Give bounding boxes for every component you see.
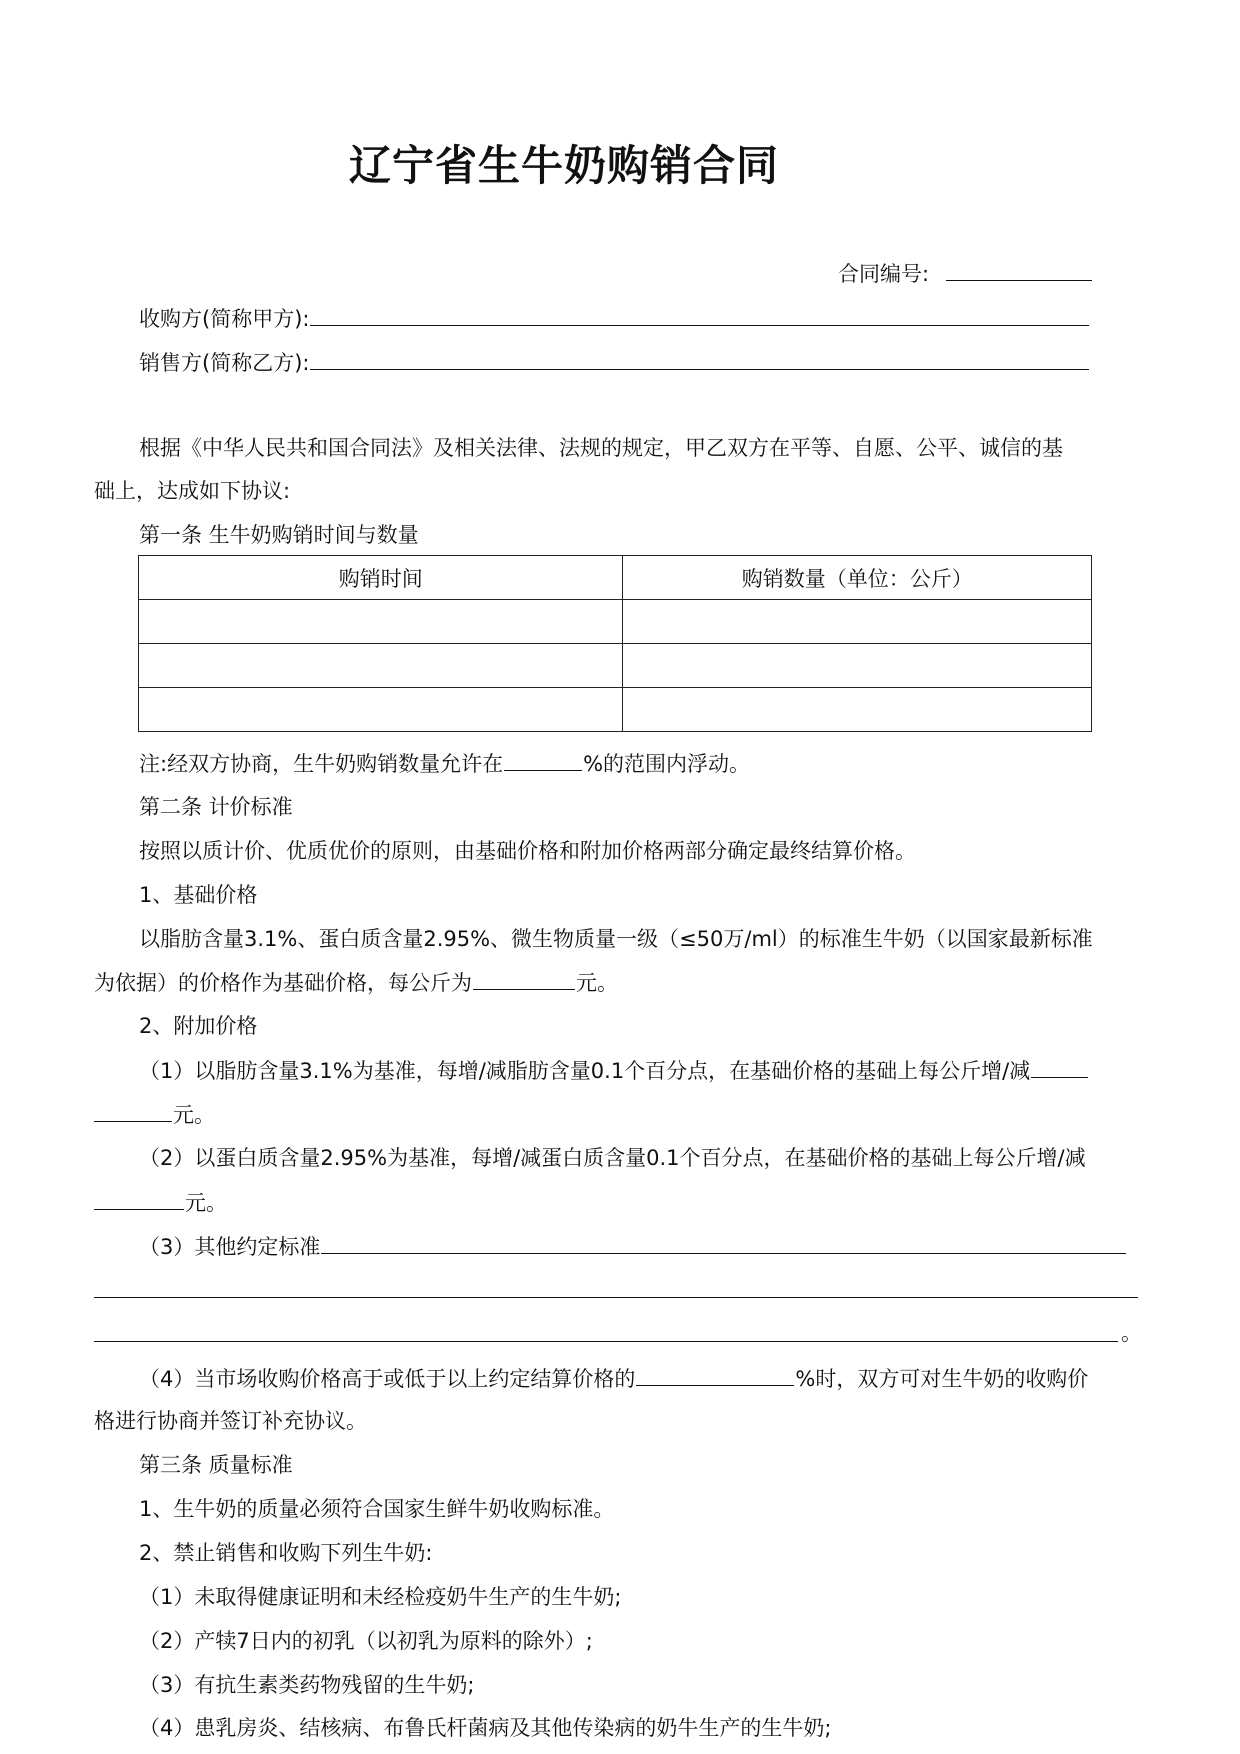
float-note-suffix: %的范围内浮动。 — [583, 752, 751, 776]
article-3-title: 第三条 质量标准 — [139, 1453, 293, 1477]
seller-field[interactable] — [310, 347, 1089, 370]
document-title: 辽宁省生牛奶购销合同 — [349, 141, 780, 190]
base-price-field[interactable] — [473, 967, 575, 990]
table-cell-time[interactable] — [139, 644, 623, 688]
purchase-quantity-table — [138, 555, 1092, 732]
other-standard-line-3[interactable] — [94, 1341, 1118, 1342]
market-price-prefix: （4）当市场收购价格高于或低于以上约定结算价格的 — [139, 1367, 636, 1391]
article-1-title: 第一条 生牛奶购销时间与数量 — [139, 523, 419, 547]
table-row — [139, 644, 1092, 688]
extra-price-fat-text: （1）以脂肪含量3.1%为基准，每增/减脂肪含量0.1个百分点，在基础价格的基础上每公斤增/减 — [139, 1059, 1031, 1083]
header-purchase-quantity: 购销数量（单位：公斤） — [623, 556, 1092, 600]
buyer-field[interactable] — [310, 303, 1089, 326]
base-price-prefix: 为依据）的价格作为基础价格，每公斤为 — [94, 971, 472, 995]
market-price-line-1 — [139, 1363, 1088, 1394]
intro-line-1: 根据《中华人民共和国合同法》及相关法律、法规的规定，甲乙双方在平等、自愿、公平、诚信的基 — [139, 436, 1063, 460]
header-purchase-time: 购销时间 — [139, 556, 623, 600]
extra-price-fat-field-a[interactable] — [1031, 1055, 1088, 1078]
seller-row — [139, 347, 1090, 378]
float-note-prefix: 注:经双方协商，生牛奶购销数量允许在 — [139, 752, 504, 776]
list-item: （1）未取得健康证明和未经检疫奶牛生产的生牛奶; — [139, 1585, 622, 1609]
table-row — [139, 688, 1092, 732]
seller-label: 销售方(简称乙方): — [139, 351, 310, 375]
table-cell-quantity[interactable] — [623, 688, 1092, 732]
extra-price-fat-suffix: 元。 — [173, 1103, 215, 1127]
base-price-suffix: 元。 — [576, 971, 618, 995]
market-price-percent-field[interactable] — [636, 1363, 794, 1386]
contract-number-label: 合同编号: — [838, 262, 930, 286]
other-standard-end-mark: 。 — [1121, 1321, 1142, 1345]
extra-price-protein-line-1: （2）以蛋白质含量2.95%为基准，每增/减蛋白质含量0.1个百分点，在基础价格的基础上每公斤增/减 — [139, 1146, 1086, 1170]
contract-number-field[interactable] — [946, 258, 1092, 281]
article-2-title: 第二条 计价标准 — [139, 795, 293, 819]
buyer-label: 收购方(简称甲方): — [139, 307, 310, 331]
other-standard-line-2[interactable] — [94, 1297, 1138, 1298]
float-percent-field[interactable] — [504, 748, 582, 771]
quality-item-2: 2、禁止销售和收购下列生牛奶: — [139, 1541, 433, 1565]
extra-price-title: 2、附加价格 — [139, 1014, 258, 1038]
table-cell-quantity[interactable] — [623, 600, 1092, 644]
pricing-principle: 按照以质计价、优质优价的原则，由基础价格和附加价格两部分确定最终结算价格。 — [139, 839, 916, 863]
base-price-title: 1、基础价格 — [139, 883, 258, 907]
base-price-line-2 — [94, 967, 618, 998]
market-price-suffix: %时，双方可对生牛奶的收购价 — [795, 1367, 1089, 1391]
table-cell-time[interactable] — [139, 688, 623, 732]
extra-price-fat-line-1 — [139, 1055, 1089, 1086]
extra-price-fat-field-b[interactable] — [94, 1099, 172, 1122]
extra-price-protein-line-2 — [94, 1187, 227, 1218]
list-item: （3）有抗生素类药物残留的生牛奶; — [139, 1673, 475, 1697]
table-cell-quantity[interactable] — [623, 644, 1092, 688]
quality-item-1: 1、生牛奶的质量必须符合国家生鲜牛奶收购标准。 — [139, 1497, 615, 1521]
extra-price-protein-suffix: 元。 — [185, 1191, 227, 1215]
extra-price-fat-line-2 — [94, 1099, 215, 1130]
list-item: （4）患乳房炎、结核病、布鲁氏杆菌病及其他传染病的奶牛生产的生牛奶; — [139, 1716, 832, 1740]
base-price-line-1: 以脂肪含量3.1%、蛋白质含量2.95%、微生物质量一级（≤50万/ml）的标准生牛奶（以国家最新标准 — [139, 927, 1093, 951]
float-note-row — [139, 748, 750, 779]
other-standard-row — [139, 1231, 1127, 1262]
list-item: （2）产犊7日内的初乳（以初乳为原料的除外）; — [139, 1629, 593, 1653]
extra-price-protein-field[interactable] — [94, 1187, 184, 1210]
market-price-line-2: 格进行协商并签订补充协议。 — [94, 1409, 367, 1433]
table-row — [139, 600, 1092, 644]
other-standard-field[interactable] — [321, 1231, 1126, 1254]
buyer-row — [139, 303, 1090, 334]
other-standard-label: （3）其他约定标准 — [139, 1235, 321, 1259]
table-cell-time[interactable] — [139, 600, 623, 644]
intro-line-2: 础上，达成如下协议: — [94, 479, 291, 503]
contract-number-row — [838, 258, 1093, 289]
table-header-row — [139, 556, 1092, 600]
